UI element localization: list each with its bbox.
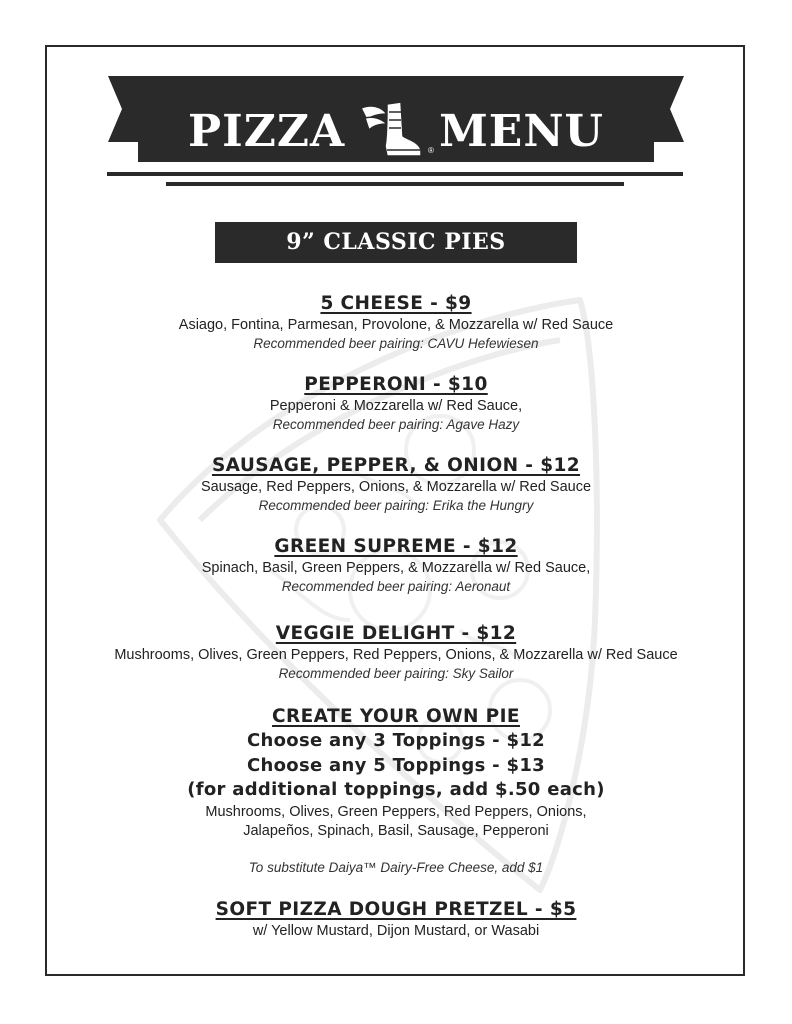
item-description: Sausage, Red Peppers, Onions, & Mozzarella w/ Red Sauce bbox=[200, 479, 592, 495]
title-banner bbox=[108, 76, 684, 162]
title-pizza: PIZZA bbox=[188, 105, 346, 157]
divider-rule-bottom bbox=[166, 182, 624, 186]
divider-rule-top bbox=[107, 172, 683, 176]
item-title: PEPPERONI - $10 bbox=[304, 374, 488, 395]
item-description: Pepperoni & Mozzarella w/ Red Sauce, bbox=[269, 398, 523, 414]
option-5-toppings: Choose any 5 Toppings - $13 bbox=[247, 754, 545, 776]
option-3-toppings: Choose any 3 Toppings - $12 bbox=[247, 730, 545, 751]
item-title: VEGGIE DELIGHT - $12 bbox=[275, 623, 517, 644]
item-beer-pairing: Recommended beer pairing: Agave Hazy bbox=[272, 417, 520, 432]
section-title: 9” CLASSIC PIES bbox=[215, 222, 577, 263]
title-menu: MENU bbox=[439, 105, 604, 157]
item-beer-pairing: Recommended beer pairing: Sky Sailor bbox=[278, 666, 514, 681]
item-description: Spinach, Basil, Green Peppers, & Mozzarella w/ Red Sauce, bbox=[201, 560, 591, 576]
menu-item-veggie-delight bbox=[48, 622, 744, 683]
item-description: Mushrooms, Olives, Green Peppers, Red Peppers, Onions, & Mozzarella w/ Red Sauce bbox=[114, 647, 678, 663]
item-title: SAUSAGE, PEPPER, & ONION - $12 bbox=[211, 455, 581, 476]
registered-mark: ® bbox=[428, 146, 434, 155]
menu-item-pepperoni bbox=[48, 373, 744, 434]
item-description: Asiago, Fontina, Parmesan, Provolone, & Mozzarella w/ Red Sauce bbox=[178, 317, 614, 333]
menu-item-5-cheese bbox=[48, 292, 744, 353]
item-title: GREEN SUPREME - $12 bbox=[274, 536, 518, 557]
menu-item-sausage-pepper-onion bbox=[48, 454, 744, 515]
create-your-own-title: CREATE YOUR OWN PIE bbox=[272, 706, 520, 727]
item-beer-pairing: Recommended beer pairing: CAVU Hefewiesen bbox=[253, 336, 539, 351]
item-title: SOFT PIZZA DOUGH PRETZEL - $5 bbox=[215, 898, 577, 920]
menu-list bbox=[48, 292, 744, 941]
create-your-own-section bbox=[48, 705, 744, 877]
menu-item-green-supreme bbox=[48, 535, 744, 596]
item-title: 5 CHEESE - $9 bbox=[320, 293, 472, 314]
dairy-free-substitute-note: To substitute Daiya™ Dairy-Free Cheese, add $1 bbox=[248, 859, 544, 875]
additional-toppings-note: (for additional toppings, add $.50 each) bbox=[187, 779, 605, 800]
menu-item-pretzel bbox=[48, 898, 744, 941]
item-beer-pairing: Recommended beer pairing: Aeronaut bbox=[281, 579, 511, 594]
toppings-list-line-1: Mushrooms, Olives, Green Peppers, Red Peppers, Onions, bbox=[205, 803, 587, 820]
item-beer-pairing: Recommended beer pairing: Erika the Hungry bbox=[258, 498, 534, 513]
toppings-list-line-2: Jalapeños, Spinach, Basil, Sausage, Pepperoni bbox=[243, 822, 549, 839]
item-description: w/ Yellow Mustard, Dijon Mustard, or Wasabi bbox=[252, 922, 540, 939]
